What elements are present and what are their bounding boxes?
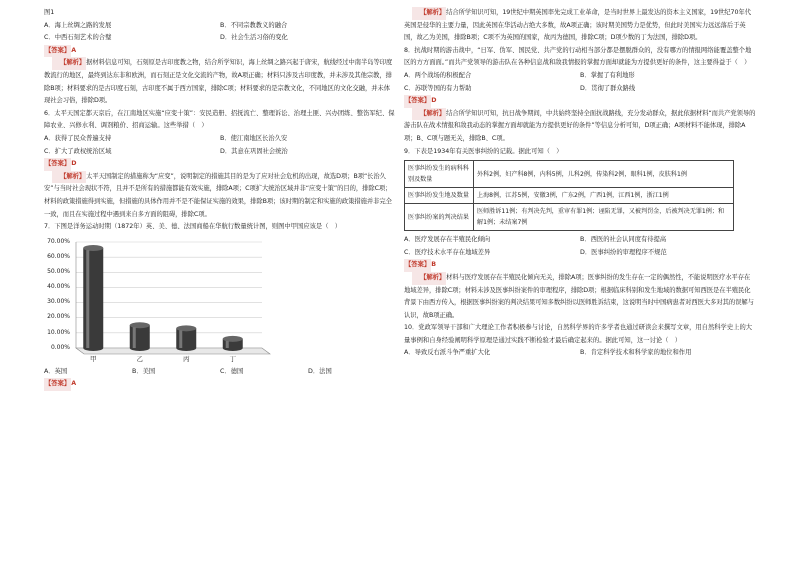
q6-option-d: D．其意在巩固社会统治 — [220, 147, 288, 155]
q10-option-b: B．肯定科学技术和科学家的地位和作用 — [580, 349, 692, 357]
q8-options-row1 — [404, 70, 756, 83]
chart-svg — [44, 236, 274, 364]
y-tick-label: 20.00% — [47, 313, 70, 321]
q6-option-a: A．获得了民众普遍支持 — [44, 134, 112, 142]
analysis-tag: 【解析】 — [52, 57, 87, 70]
q6-analysis-text: 太平天国制定的措施称为“应变”，说明制定的措施其目的是为了应对社会危机的出现，故选D项；B项“长治久安”与当时社会现状不符，且并不是所有的措施都能有效实施，排除A项；C项扩大统治区域并非“应变十策”的目的，排除C项；材料的政策措施得到实施，但措施的具体作用并不是不能保证实施的效果，排除B项；该时期的制定和实施的政策措施并非完全一致，而且在实施过程中遇到来自多方面的阻碍，排除C项。 — [44, 172, 392, 218]
q7-answer-value: A — [71, 380, 77, 388]
q7-option-c: C．德国 — [220, 367, 244, 375]
y-tick-label: 0.00% — [50, 343, 70, 351]
q9-option-b: B．西医的社会认同度有待提高 — [580, 236, 667, 244]
q8-answer-value: D — [431, 97, 437, 105]
left-column — [44, 0, 396, 391]
bar-乙 — [130, 322, 150, 351]
right-column — [404, 0, 756, 360]
y-tick-label: 50.00% — [47, 267, 70, 275]
q5-option-a: A．海上丝绸之路的发展 — [44, 21, 112, 29]
table-cell-header: 医事纠纷案的判决结果 — [405, 204, 474, 231]
q9-analysis — [404, 272, 756, 322]
table-row — [405, 204, 734, 231]
q7-analysis-text: 结合所学知识可知，19世纪中期英国率先完成工业革命，是当时世界上最发达的资本主义国家，19世纪70年代英国是侵华的主要力量，因此英国在华活动占绝大多数，故A项正确；该时期美国势力是优势，但此时美国实力远远落后于英国，故乙为美国，排除B项；C项不为英国的国家，故丙为德国，排除C项；D项少数的丁为法国，排除D项。 — [404, 9, 751, 42]
q9-option-c: C．医疗技术水平存在地域差异 — [404, 248, 491, 256]
table-cell: 医师胜诉11例；有判决先判，重审有罪1例；诬陷无罪，又被判罚金，后被判决无罪1例；和解1例；未结案7例 — [474, 204, 734, 231]
q6-stem: 6．太平天国定都天京后，在江南地区实施“应变十策”：安民造册、招抚流亡、整理诉讼、治理土匪、兴办团练、整饬军纪、保障农业、兴修水利、调剂粮价、招商运输。这些举措（ ） — [44, 109, 395, 130]
q10-options-row1 — [404, 347, 756, 360]
table-row — [405, 161, 734, 188]
figure-label: 图1 — [44, 9, 55, 16]
q9-answer-value: B — [431, 261, 436, 269]
q6-options-row2 — [44, 146, 396, 159]
table-row — [405, 188, 734, 204]
analysis-tag: 【解析】 — [52, 171, 87, 184]
q5-option-b: B．不同宗教教义的融合 — [220, 21, 288, 29]
analysis-tag: 【解析】 — [412, 7, 447, 20]
q6-option-c: C．扩大了政权统治区域 — [44, 147, 112, 155]
q5-answer-value: A — [71, 46, 77, 54]
q8-analysis — [404, 108, 756, 146]
q7-stem: 7．下图是洋务运动时期（1872年）英、美、德、法国商船在华航行数量统计图，则图中甲国应该是（ ） — [44, 223, 342, 231]
q8-answer — [404, 95, 756, 108]
q10-option-a: A．导致反右派斗争严重扩大化 — [404, 349, 491, 357]
q8-option-b: B．掌握了有利地形 — [580, 71, 635, 79]
q5-analysis — [44, 57, 396, 107]
x-tick-label: 甲 — [90, 354, 97, 363]
table-cell-header: 医事纠纷发生的病科科别及数量 — [405, 161, 474, 188]
table-cell-header: 医事纠纷发生地及数量 — [405, 188, 474, 204]
table-cell: 外科2例，妇产科8例，内科5例，儿科2例，传染科2例，眼科1例，皮肤科1例 — [474, 161, 734, 188]
table-cell: 上海8例，江苏5例，安徽3例，广东2例，广西1例，江西1例，浙江1例 — [474, 188, 734, 204]
bar-甲 — [83, 245, 103, 351]
answer-tag: 【答案】 — [404, 259, 431, 272]
q8-stem: 8．抗战时期的游击战中，“日军、伪军、国民党、共产党的行动相当部分都是摆脱群众的，没有哪方的情报网络能覆盖整个地区的方方面面。”而共产党领导的游击队在各种信息战和敌我情报的掌握方面却就能为方提供更好的条件，这主要得益于（ ） — [404, 46, 752, 67]
q8-option-c: C．苏联等国的有力帮助 — [404, 84, 472, 92]
answer-tag: 【答案】 — [44, 45, 71, 58]
y-tick-label: 30.00% — [47, 298, 70, 306]
q9-stem: 9．下表是1934年有关医事纠纷的记载。据此可知（ ） — [404, 147, 563, 155]
q9-answer — [404, 259, 756, 272]
q5-analysis-text: 据材料信息可知，石刻原是古印度教之物，结合所学知识，海上丝绸之路兴起于唐宋，航线经过中南半岛等印度教流行的地区，最终到达东非和欧洲，而石刻正是文化交流的产物，故A项正确；材料只涉及古印度教，并未涉及其他宗教，排除B项；材料要求的是古印度石刻，古印度不属于西方国家，排除C项；材料要求的是宗教文化，不同地区的文化交融，并未体现社会习俗，排除D项。 — [44, 59, 393, 105]
q9-options-row2 — [404, 247, 756, 260]
x-tick-label: 丁 — [229, 354, 236, 363]
q5-options-row2 — [44, 32, 396, 45]
answer-tag: 【答案】 — [44, 378, 71, 391]
analysis-tag: 【解析】 — [412, 108, 447, 121]
y-tick-label: 10.00% — [47, 328, 70, 336]
bar-丙 — [176, 325, 196, 351]
q10-stem: 10．党政军领导干部和广大理论工作者积极参与讨论，自然科学界的许多学者也通过研读会来撰写文章，用自然科学史上的大量事例和自身经验阐明科学原理是通过实践不断检验才最后确定起来的。据此可知，这一讨论（ ） — [404, 324, 753, 344]
answer-tag: 【答案】 — [404, 95, 431, 108]
x-tick-label: 丙 — [183, 354, 190, 363]
q9-analysis-text: 材料与医疗发展存在半殖民化倾向无关，排除A项；医事纠纷的发生存在一定的偶然性，不能说明医疗水平存在地域差异，排除C项；材料未涉及医事纠纷案件的审理程序，排除D项；根据临床科别和发生地域的数据可知西医是在半殖民化背景下由西方传入，根据医事纠纷案的判决结果可知多数纠纷以医师胜诉结束，这说明当时中国病患者对西医大多对其的误解与认识，故B项正确。 — [404, 273, 754, 319]
q7-analysis — [404, 7, 756, 45]
q6-analysis — [44, 171, 396, 221]
q8-option-d: D．贯彻了群众路线 — [580, 84, 636, 92]
q8-option-a: A．两个战场的积极配合 — [404, 71, 472, 79]
q9-option-d: D．医事纠纷的审理程序不规范 — [580, 248, 667, 256]
analysis-tag: 【解析】 — [412, 272, 447, 285]
q6-option-b: B．使江南地区长治久安 — [220, 134, 288, 142]
q5-options-row1 — [44, 20, 396, 33]
q9-options-row1 — [404, 234, 756, 247]
q9-table — [404, 160, 734, 231]
q7-option-a: A．英国 — [44, 367, 68, 375]
q7-bar-chart — [44, 236, 274, 364]
answer-tag: 【答案】 — [44, 158, 71, 171]
q7-option-d: D．法国 — [308, 367, 332, 375]
q6-answer — [44, 158, 396, 171]
q5-option-c: C．中西石刻艺术的合璧 — [44, 34, 112, 42]
y-tick-label: 40.00% — [47, 283, 70, 291]
q7-option-b: B．美国 — [132, 367, 156, 375]
q8-analysis-text: 结合所学知识可知，抗日战争期间，中共始终坚持全面抗战路线，充分发动群众，据此依据材料“而共产党领导的游击队在战术情报和敌我动态的掌握方面却就能为方提供更好的条件”等信息分析可知，D项正确；A项材料不能体现，排除A项；B、C项与题无关，排除B、C项。 — [404, 109, 756, 142]
bar-丁 — [223, 336, 243, 351]
q7-options — [44, 366, 396, 379]
q6-options-row1 — [44, 133, 396, 146]
q5-option-d: D．社会生活习俗的变化 — [220, 34, 288, 42]
y-tick-label: 70.00% — [47, 237, 70, 245]
x-tick-label: 乙 — [136, 354, 143, 363]
q7-answer — [44, 378, 396, 391]
q5-answer — [44, 45, 396, 58]
q9-option-a: A．医疗发展存在半殖民化倾向 — [404, 236, 491, 244]
y-tick-label: 60.00% — [47, 252, 70, 260]
q6-answer-value: D — [71, 160, 77, 168]
q8-options-row2 — [404, 83, 756, 96]
